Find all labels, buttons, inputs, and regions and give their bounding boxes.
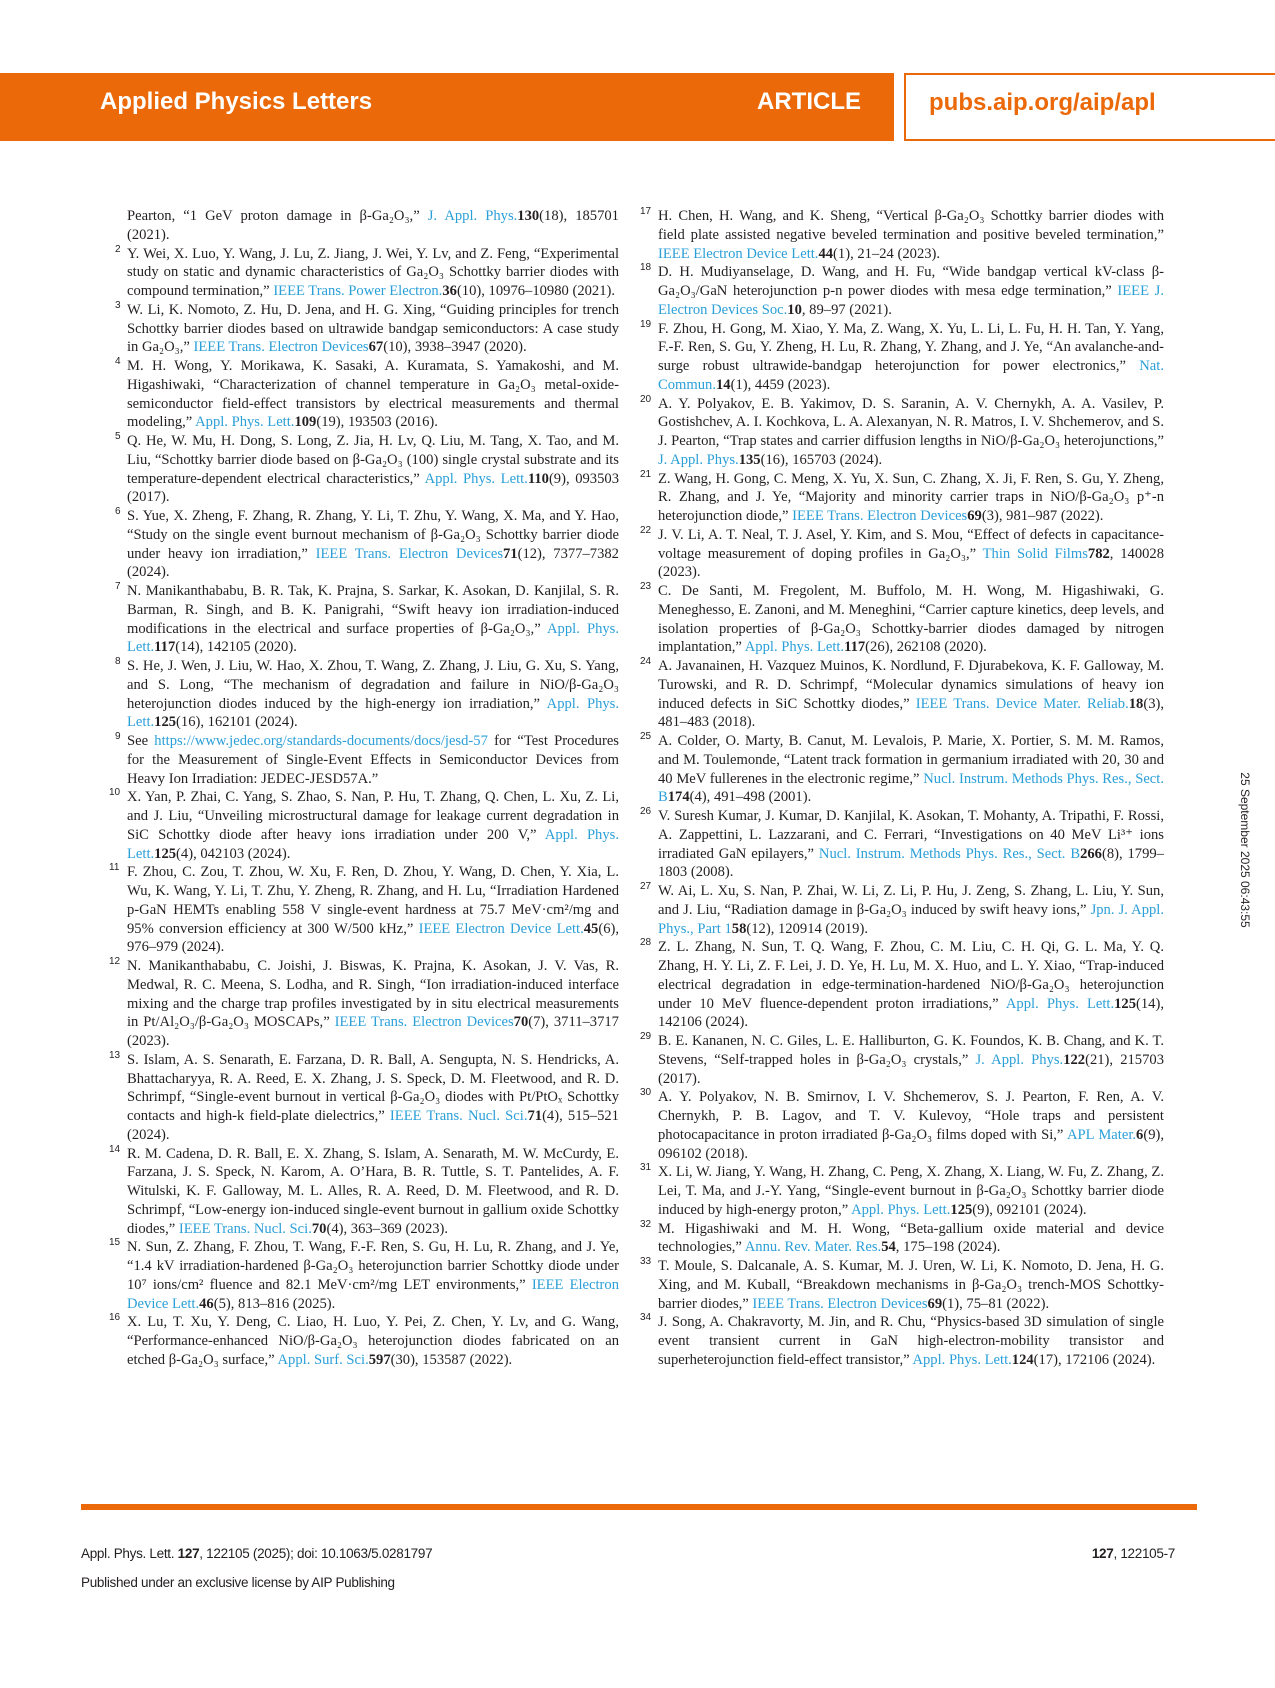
reference-volume: 109 (294, 414, 317, 431)
reference-pages: (8), 1799–1803 (2008). (658, 845, 1164, 881)
reference-number: 13 (109, 1049, 121, 1061)
reference-pages: (10), 3938–3947 (2020). (383, 339, 527, 356)
journal-url-link[interactable]: pubs.aip.org/aip/apl (929, 89, 1156, 116)
reference-item (115, 243, 619, 301)
reference-journal-link[interactable]: Nucl. Instrum. Methods Phys. Res., Sect. B (658, 770, 1164, 806)
page-id: , 122105-7 (1113, 1546, 1175, 1561)
reference-journal-link[interactable]: Appl. Phys. Lett. (912, 1351, 1012, 1368)
citation-volume: 127 (177, 1546, 200, 1561)
reference-number: 31 (640, 1162, 652, 1174)
reference-text: N. Manikanthababu, B. R. Tak, K. Prajna, S. Sarkar, K. Asokan, D. Kanjilal, S. R. Barman, R. Singh, and B. K. Panigrahi, “Swift heavy ion irradiation-induced modifications in the electrical and surface properties of β-Ga₂O₃,” (127, 583, 619, 637)
download-timestamp: 25 September 2025 06:43:55 (1238, 772, 1252, 928)
reference-journal-link[interactable]: IEEE Trans. Device Mater. Reliab. (915, 695, 1129, 712)
reference-number: 27 (640, 881, 652, 892)
reference-number: 2 (115, 243, 121, 255)
reference-volume: 70 (513, 1014, 529, 1031)
reference-journal-link[interactable]: Appl. Phys. Lett. (851, 1201, 951, 1218)
reference-pages: for “Test Procedures for the Measurement of Single-Event Effects in Semiconductor Devices from Heavy Ion Irradiation: JEDEC-JESD57A.” (127, 733, 619, 787)
reference-text: Pearton, “1 GeV proton damage in β-Ga₂O₃,” (127, 208, 428, 224)
reference-volume: 44 (818, 245, 834, 262)
reference-text: D. H. Mudiyanselage, D. Wang, and H. Fu, “Wide bandgap vertical kV-class β-Ga₂O₃/GaN heterojunction p-n power diodes with mesa edge termination,” (658, 264, 1164, 299)
reference-journal-link[interactable]: Appl. Surf. Sci. (277, 1351, 369, 1368)
reference-pages: (9), 093503 (2017). (127, 470, 619, 506)
reference-item (640, 1162, 1164, 1219)
reference-journal-link[interactable]: Annu. Rev. Mater. Res. (744, 1239, 882, 1256)
reference-item (640, 318, 1164, 395)
reference-text: See (127, 733, 155, 749)
reference-pages: (14), 142105 (2020). (175, 639, 297, 656)
reference-volume: 135 (738, 451, 761, 468)
reference-number: 29 (640, 1031, 652, 1042)
reference-number: 28 (640, 937, 652, 949)
reference-pages: (4), 491–498 (2001). (689, 789, 812, 806)
reference-item (640, 262, 1164, 319)
page-volume: 127 (1091, 1546, 1114, 1561)
reference-item (640, 393, 1164, 470)
reference-pages: (9), 092101 (2024). (972, 1201, 1087, 1218)
reference-pages: (12), 120914 (2019). (746, 920, 868, 937)
footer-citation (81, 1546, 432, 1561)
reference-text: Y. Wei, X. Luo, Y. Wang, J. Lu, Z. Jiang, J. Wei, Y. Lv, and Z. Feng, “Experimental study on static and dynamic characteristics of Ga₂O₃ Schottky barrier diodes with compound termination,” (127, 245, 619, 299)
reference-journal-link[interactable]: IEEE Electron Device Lett. (127, 1276, 619, 1312)
reference-text: S. Yue, X. Zheng, F. Zhang, R. Zhang, Y. Li, T. Zhu, Y. Wang, X. Ma, and Y. Hao, “Study on the single event burnout mechanism of β-Ga₂O₃ Schottky barrier diode under heavy ion irradiation,” (127, 508, 619, 562)
reference-text: S. Islam, A. S. Senarath, E. Farzana, D. R. Ball, A. Sengupta, N. S. Hendricks, A. Bhattacharyya, R. A. Reed, E. X. Zhang, J. S. Speck, D. M. Fleetwood, and R. D. Schrimpf, “Single-event burnout in vertical β-Ga₂O₃ diodes with Pt/PtOₓ Schottky contacts and high-k field-plate dielectrics,” (127, 1051, 619, 1124)
reference-journal-link[interactable]: Appl. Phys. Lett. (127, 826, 619, 862)
reference-text: J. V. Li, A. T. Neal, T. J. Asel, Y. Kim, and S. Mou, “Effect of defects in capacitance-voltage measurement of doping profiles in Ga₂O₃,” (658, 526, 1164, 562)
reference-pages: (3), 981–987 (2022). (981, 508, 1104, 524)
reference-volume: 6 (1136, 1126, 1144, 1143)
reference-pages: (3), 481–483 (2018). (658, 695, 1164, 731)
reference-text: J. Song, A. Chakravorty, M. Jin, and R. Chu, “Physics-based 3D simulation of single event transient current in GaN high-electron-mobility transistor and superheterojunction field-effect transistor,” (658, 1314, 1164, 1368)
reference-number: 4 (115, 356, 121, 367)
reference-text: Z. Wang, H. Gong, C. Meng, X. Yu, X. Sun, C. Zhang, X. Ji, F. Ren, S. Gu, Y. Zheng, R. Zhang, and J. Ye, “Majority and minority carrier traps in NiO/β-Ga₂O₃ p⁺-n heterojunction diode,” (658, 470, 1164, 524)
reference-volume: 71 (503, 545, 518, 562)
reference-pages: , 140028 (2023). (658, 545, 1165, 581)
reference-number: 25 (640, 731, 652, 742)
reference-pages: (4), 515–521 (2024). (127, 1108, 619, 1143)
reference-journal-link[interactable]: Appl. Phys. Lett. (424, 470, 528, 487)
article-type-label: ARTICLE (757, 88, 861, 115)
reference-item (115, 506, 619, 582)
reference-volume: 14 (715, 376, 731, 393)
reference-journal-link[interactable]: IEEE Trans. Electron Devices (315, 545, 503, 562)
reference-journal-link[interactable]: J. Appl. Phys. (658, 451, 739, 468)
reference-volume: 117 (154, 639, 176, 656)
reference-text: H. Chen, H. Wang, and K. Sheng, “Vertical β-Ga₂O₃ Schottky barrier diodes with field plate assisted negative beveled termination and positive beveled termination,” (658, 208, 1164, 243)
reference-text: S. He, J. Wen, J. Liu, W. Hao, X. Zhou, T. Wang, Z. Zhang, J. Liu, G. Xu, S. Yang, and S. Long, “The mechanism of degradation and failure in NiO/β-Ga₂O₃ heterojunction diodes induced by the high-energy ion irradiation,” (127, 658, 619, 712)
reference-item (640, 206, 1164, 263)
reference-number: 12 (109, 956, 121, 967)
reference-pages: (9), 096102 (2018). (658, 1126, 1164, 1162)
reference-number: 26 (640, 806, 652, 817)
reference-journal-link[interactable]: Nucl. Instrum. Methods Phys. Res., Sect. B (818, 845, 1081, 862)
reference-volume: 58 (731, 920, 747, 937)
reference-journal-link[interactable]: IEEE Trans. Electron Devices (334, 1014, 514, 1031)
reference-pages: (6), 976–979 (2024). (127, 920, 619, 956)
reference-volume: 266 (1080, 845, 1102, 862)
reference-item (109, 862, 619, 957)
reference-journal-link[interactable]: Appl. Phys. Lett. (127, 695, 620, 731)
reference-pages: (5), 813–816 (2025). (213, 1295, 336, 1312)
citation-doi: , 122105 (2025); doi: 10.1063/5.0281797 (199, 1546, 433, 1561)
reference-item (124, 207, 619, 245)
reference-volume: 130 (517, 208, 540, 224)
page-number (1092, 1546, 1175, 1561)
reference-journal-link[interactable]: IEEE Electron Device Lett. (658, 245, 819, 262)
reference-number: 21 (640, 468, 652, 480)
reference-text: R. M. Cadena, D. R. Ball, E. X. Zhang, S. Islam, A. Senarath, M. W. McCurdy, E. Farzana, J. S. Speck, N. Karom, A. O’Hara, B. R. Tuttle, S. T. Pantelides, A. F. Witulski, K. F. Galloway, M. L. Alles, R. A. Reed, D. M. Fleetwood, and R. D. Schrimpf, “Low-energy ion-induced single-event burnout in gallium oxide Schottky diodes,” (127, 1145, 619, 1237)
reference-text: T. Moule, S. Dalcanale, A. S. Kumar, M. J. Uren, W. Li, K. Nomoto, D. Jena, H. G. Xing, and M. Kuball, “Breakdown mechanisms in β-Ga₂O₃ trench-MOS Schottky-barrier diodes,” (658, 1258, 1164, 1312)
reference-number: 34 (640, 1312, 652, 1324)
reference-volume: 36 (442, 283, 457, 299)
reference-text: A. Y. Polyakov, E. B. Yakimov, D. S. Saranin, A. V. Chernykh, A. A. Vasilev, P. Gostishchev, A. I. Kochkova, L. A. Alexanyan, N. R. Matros, I. V. Shchemerov, and S. J. Pearton, “Trap states and carrier diffusion lengths in NiO/β-Ga₂O₃ heterojunctions,” (658, 395, 1164, 449)
reference-item (115, 299, 619, 357)
reference-journal-link[interactable]: APL Mater. (1066, 1126, 1137, 1143)
reference-item (640, 1312, 1164, 1369)
reference-volume: 124 (1011, 1351, 1034, 1368)
reference-pages: (7), 3711–3717 (2023). (127, 1014, 619, 1049)
reference-number: 24 (640, 656, 652, 667)
reference-pages: (21), 215703 (2017). (658, 1051, 1164, 1087)
reference-item (115, 731, 619, 788)
reference-pages: , 175–198 (2024). (895, 1239, 1001, 1256)
reference-volume: 125 (154, 845, 177, 862)
reference-journal-link[interactable]: Appl. Phys. Lett. (195, 414, 295, 431)
reference-item (640, 1256, 1164, 1313)
reference-journal-link[interactable]: IEEE Trans. Electron Devices (792, 508, 968, 524)
reference-item (109, 1312, 619, 1369)
reference-journal-link[interactable]: Appl. Phys. Lett. (1005, 995, 1115, 1012)
reference-text: M. H. Wong, Y. Morikawa, K. Sasaki, A. Kuramata, S. Yamakoshi, and M. Higashiwaki, “Characterization of channel temperature in Ga₂O₃ metal-oxide-semiconductor field-effect transistors by electrical measurements and thermal modeling,” (127, 358, 619, 431)
reference-item (109, 787, 619, 863)
reference-text: N. Manikanthababu, C. Joishi, J. Biswas, K. Prajna, K. Asokan, J. V. Vas, R. Medwal, R. C. Meena, S. Lodha, and R. Singh, “Ion irradiation-induced interface mixing and the charge trap profiles investigated by in situ electrical measurements in Pt/Al₂O₃/β-Ga₂O₃ MOSCAPs,” (127, 958, 619, 1031)
reference-text: W. Ai, L. Xu, S. Nan, P. Zhai, W. Li, Z. Li, P. Hu, J. Zeng, S. Zhang, L. Liu, Y. Sun, and J. Liu, “Radiation damage in β-Ga₂O₃ induced by swift heavy ions,” (658, 883, 1164, 918)
reference-volume: 782 (1087, 545, 1110, 562)
reference-volume: 69 (927, 1295, 943, 1312)
reference-item (640, 581, 1164, 657)
reference-item (640, 806, 1164, 882)
reference-number: 32 (640, 1218, 652, 1230)
reference-text: N. Sun, Z. Zhang, F. Zhou, T. Wang, F.-F. Ren, S. Gu, H. Lu, R. Zhang, and J. Ye, “1.4 kV irradiation-hardened β-Ga₂O₃ heterojunction barrier Schottky diode under 10⁷ ions/cm² fluence and 82.1 MeV·cm²/mg LET environments,” (127, 1239, 619, 1293)
reference-item (640, 881, 1165, 938)
reference-number: 18 (640, 262, 652, 274)
reference-number: 20 (640, 393, 652, 405)
reference-number: 5 (115, 431, 121, 442)
reference-volume: 125 (950, 1201, 973, 1218)
reference-journal-link[interactable]: Appl. Phys. Lett. (127, 620, 619, 656)
reference-item (115, 581, 619, 657)
reference-text: F. Zhou, C. Zou, T. Zhou, W. Xu, F. Ren, D. Zhou, Y. Wang, D. Chen, Y. Xia, L. Wu, K. Wang, Y. Li, T. Zhu, Y. Zheng, R. Zhang, and H. Lu, “Irradiation Hardened p-GaN HEMTs enabling 558 V single-event hardness at 75.7 MeV·cm²/mg and 95% conversion efficiency at 300 W/500 kHz,” (127, 864, 619, 937)
reference-item (640, 524, 1165, 582)
reference-journal-link[interactable]: IEEE Trans. Nucl. Sci. (178, 1220, 312, 1237)
reference-volume: 597 (368, 1351, 391, 1368)
reference-volume: 117 (844, 639, 866, 656)
reference-item (640, 1031, 1164, 1088)
reference-number: 33 (640, 1256, 652, 1267)
reference-pages: (18), 185701 (2021). (127, 208, 619, 243)
reference-journal-link[interactable]: J. Appl. Phys. (975, 1051, 1064, 1068)
reference-pages: (16), 165703 (2024). (760, 451, 883, 468)
reference-pages: (10), 10976–10980 (2021). (456, 283, 616, 299)
reference-volume: 54 (881, 1239, 896, 1256)
reference-pages: , 89–97 (2021). (801, 301, 892, 318)
reference-pages: (17), 172106 (2024). (1033, 1351, 1156, 1368)
reference-pages: (1), 4459 (2023). (730, 376, 831, 393)
reference-volume: 110 (527, 470, 549, 487)
footer-divider (81, 1504, 1197, 1510)
reference-journal-link[interactable]: IEEE Trans. Nucl. Sci. (389, 1108, 528, 1124)
reference-number: 19 (640, 318, 652, 330)
reference-pages: (1), 21–24 (2023). (833, 245, 941, 262)
reference-text: A. Y. Polyakov, N. B. Smirnov, I. V. Shchemerov, S. J. Pearton, F. Ren, A. V. Chernykh, P. B. Lagov, and T. V. Kulevoy, “Hole traps and persistent photocapacitance in proton irradiated β-Ga₂O₃ films doped with Si,” (658, 1089, 1164, 1143)
reference-journal-link[interactable]: IEEE Trans. Power Electron. (273, 283, 443, 299)
reference-item (640, 731, 1164, 807)
reference-volume: 18 (1128, 695, 1144, 712)
reference-number: 14 (109, 1143, 121, 1155)
reference-volume: 46 (199, 1295, 214, 1312)
reference-text: Z. L. Zhang, N. Sun, T. Q. Wang, F. Zhou, C. M. Liu, C. H. Qi, G. L. Ma, Y. Q. Zhang, H. Y. Li, Z. F. Lei, J. D. Ye, H. Lu, M. X. Huo, and L. Y. Xiao, “Trap-induced electrical degradation in edge-termination-hardened NiO/β-Ga₂O₃ heterojunction under 10 MeV fluence-dependent proton irradiations,” (658, 939, 1164, 1012)
reference-journal-link[interactable]: Jpn. J. Appl. Phys., Part 1 (658, 901, 1165, 937)
reference-text: C. De Santi, M. Fregolent, M. Buffolo, M. H. Wong, M. Higashiwaki, G. Meneghesso, E. Zanoni, and M. Meneghini, “Carrier capture kinetics, deep levels, and isolation properties of β-Ga₂O₃ Schottky-barrier diodes damaged by nitrogen implantation,” (658, 583, 1164, 656)
reference-number: 22 (640, 524, 652, 536)
reference-journal-link[interactable]: Nat. Commun. (658, 358, 1164, 393)
reference-item (109, 1049, 619, 1145)
reference-item (640, 1087, 1164, 1163)
reference-journal-link[interactable]: Thin Solid Films (982, 545, 1088, 562)
reference-item (115, 356, 619, 432)
reference-number: 10 (109, 787, 121, 799)
reference-pages: (4), 363–369 (2023). (326, 1220, 449, 1237)
reference-pages: (16), 162101 (2024). (176, 714, 298, 731)
license-text: Published under an exclusive license by AIP Publishing (81, 1575, 395, 1590)
reference-pages: (4), 042103 (2024). (176, 845, 291, 862)
reference-volume: 70 (311, 1220, 327, 1237)
reference-text: X. Yan, P. Zhai, C. Yang, S. Zhao, S. Nan, P. Hu, T. Zhang, Q. Chen, L. Xu, Z. Li, and J. Liu, “Unveiling microstructural damage for leakage current degradation in SiC Schottky diode after heavy ions irradiation under 200 V,” (127, 789, 619, 843)
reference-journal-link[interactable]: IEEE Trans. Electron Devices (752, 1295, 928, 1312)
reference-volume: 174 (667, 789, 690, 806)
reference-journal-link[interactable]: IEEE Trans. Electron Devices (193, 339, 369, 356)
reference-number: 3 (115, 299, 121, 311)
journal-title: Applied Physics Letters (100, 88, 373, 115)
reference-volume: 10 (787, 301, 802, 318)
reference-text: Q. He, W. Mu, H. Dong, S. Long, Z. Jia, H. Lv, Q. Liu, M. Tang, X. Tao, and M. Liu, “Schottky barrier diode based on β-Ga₂O₃ (100) single crystal substrate and its temperature-dependent electrical characteristics,” (127, 433, 619, 487)
reference-text: F. Zhou, H. Gong, M. Xiao, Y. Ma, Z. Wang, X. Yu, L. Li, L. Fu, H. H. Tan, Y. Yang, F.-F. Ren, S. Gu, Y. Zheng, H. Lu, R. Zhang, Y. Zhang, and J. Ye, “An avalanche-and-surge robust ultrawide-bandgap heterojunction for power electronics,” (658, 320, 1164, 374)
citation-journal: Appl. Phys. Lett. (81, 1546, 178, 1561)
reference-number: 15 (109, 1237, 121, 1249)
reference-journal-link[interactable]: J. Appl. Phys. (427, 208, 518, 224)
reference-item (640, 1218, 1164, 1258)
reference-number: 7 (115, 581, 121, 592)
reference-text: X. Li, W. Jiang, Y. Wang, H. Zhang, C. Peng, X. Zhang, X. Liang, W. Fu, Z. Zhang, Z. Lei, T. Ma, and J.-Y. Yang, “Single-event burnout in β-Ga₂O₃ Schottky barrier diode induced by high-energy proton,” (658, 1164, 1164, 1218)
reference-volume: 45 (583, 920, 599, 937)
reference-pages: (14), 142106 (2024). (658, 995, 1164, 1031)
reference-journal-link[interactable]: Appl. Phys. Lett. (744, 639, 845, 656)
reference-pages: (26), 262108 (2020). (865, 639, 987, 656)
reference-item (640, 468, 1164, 526)
reference-volume: 67 (368, 339, 384, 356)
references-column-left (109, 207, 620, 1370)
reference-journal-link[interactable]: IEEE J. Electron Devices Soc. (658, 283, 1164, 318)
reference-text: M. Higashiwaki and M. H. Wong, “Beta-gallium oxide material and device technologies,” (658, 1220, 1164, 1256)
reference-text: B. E. Kananen, N. C. Giles, L. E. Halliburton, G. K. Foundos, K. B. Chang, and K. T. Stevens, “Self-trapped holes in β-Ga₂O₃ crystals,” (658, 1033, 1164, 1068)
reference-pages: (1), 75–81 (2022). (942, 1295, 1050, 1312)
reference-pages: (19), 193503 (2016). (316, 414, 438, 431)
reference-volume: 71 (527, 1108, 543, 1124)
reference-pages: (12), 7377–7382 (2024). (127, 545, 619, 581)
reference-number: 30 (640, 1087, 652, 1099)
reference-volume: 125 (154, 714, 177, 731)
reference-text: W. Li, K. Nomoto, Z. Hu, D. Jena, and H. G. Xing, “Guiding principles for trench Schottky barrier diodes based on ultrawide bandgap semiconductors: A case study in Ga₂O₃,” (127, 301, 619, 356)
reference-number: 16 (109, 1312, 121, 1324)
reference-text: A. Colder, O. Marty, B. Canut, M. Levalois, P. Marie, X. Portier, S. M. M. Ramos, and M. Toulemonde, “Latent track formation in germanium irradiated with 20, 30 and 40 MeV fullerenes in the electronic regime,” (658, 733, 1164, 787)
reference-journal-link[interactable]: IEEE Electron Device Lett. (418, 920, 584, 937)
reference-item (109, 1237, 619, 1313)
reference-pages: (30), 153587 (2022). (390, 1351, 513, 1368)
reference-number: 17 (640, 206, 652, 217)
reference-item (109, 1143, 619, 1239)
reference-item (109, 956, 619, 1051)
reference-text: A. Javanainen, H. Vazquez Muinos, K. Nordlund, F. Djurabekova, K. F. Galloway, M. Turowski, and R. D. Schrimpf, “Molecular dynamics simulations of heavy ion induced defects in SiC Schottky diodes,” (658, 658, 1164, 712)
reference-volume: 122 (1063, 1051, 1086, 1068)
reference-volume: 69 (967, 508, 982, 524)
reference-item (640, 656, 1164, 732)
reference-journal-link[interactable]: https://www.jedec.org/standards-documents/docs/jesd-57 (154, 733, 488, 749)
reference-volume: 125 (1114, 995, 1137, 1012)
reference-item (115, 656, 620, 732)
reference-item (640, 937, 1164, 1032)
reference-number: 11 (109, 862, 120, 874)
reference-number: 6 (115, 506, 121, 517)
reference-text: V. Suresh Kumar, J. Kumar, D. Kanjilal, K. Asokan, T. Mohanty, A. Tripathi, F. Rossi, A. Zappettini, L. Lazzarani, and C. Ferrari, “Investigations on 40 MeV Li³⁺ ions irradiated GaN epilayers,” (658, 808, 1164, 862)
reference-number: 9 (115, 731, 121, 742)
reference-number: 8 (115, 656, 121, 667)
reference-number: 23 (640, 581, 652, 592)
reference-text: X. Lu, T. Xu, Y. Deng, C. Liao, H. Luo, Y. Pei, Z. Chen, Y. Lv, and G. Wang, “Performance-enhanced NiO/β-Ga₂O₃ heterojunction diodes fabricated on an etched β-Ga₂O₃ surface,” (127, 1314, 619, 1368)
reference-item (115, 431, 619, 507)
references-column-right (640, 206, 1165, 1370)
